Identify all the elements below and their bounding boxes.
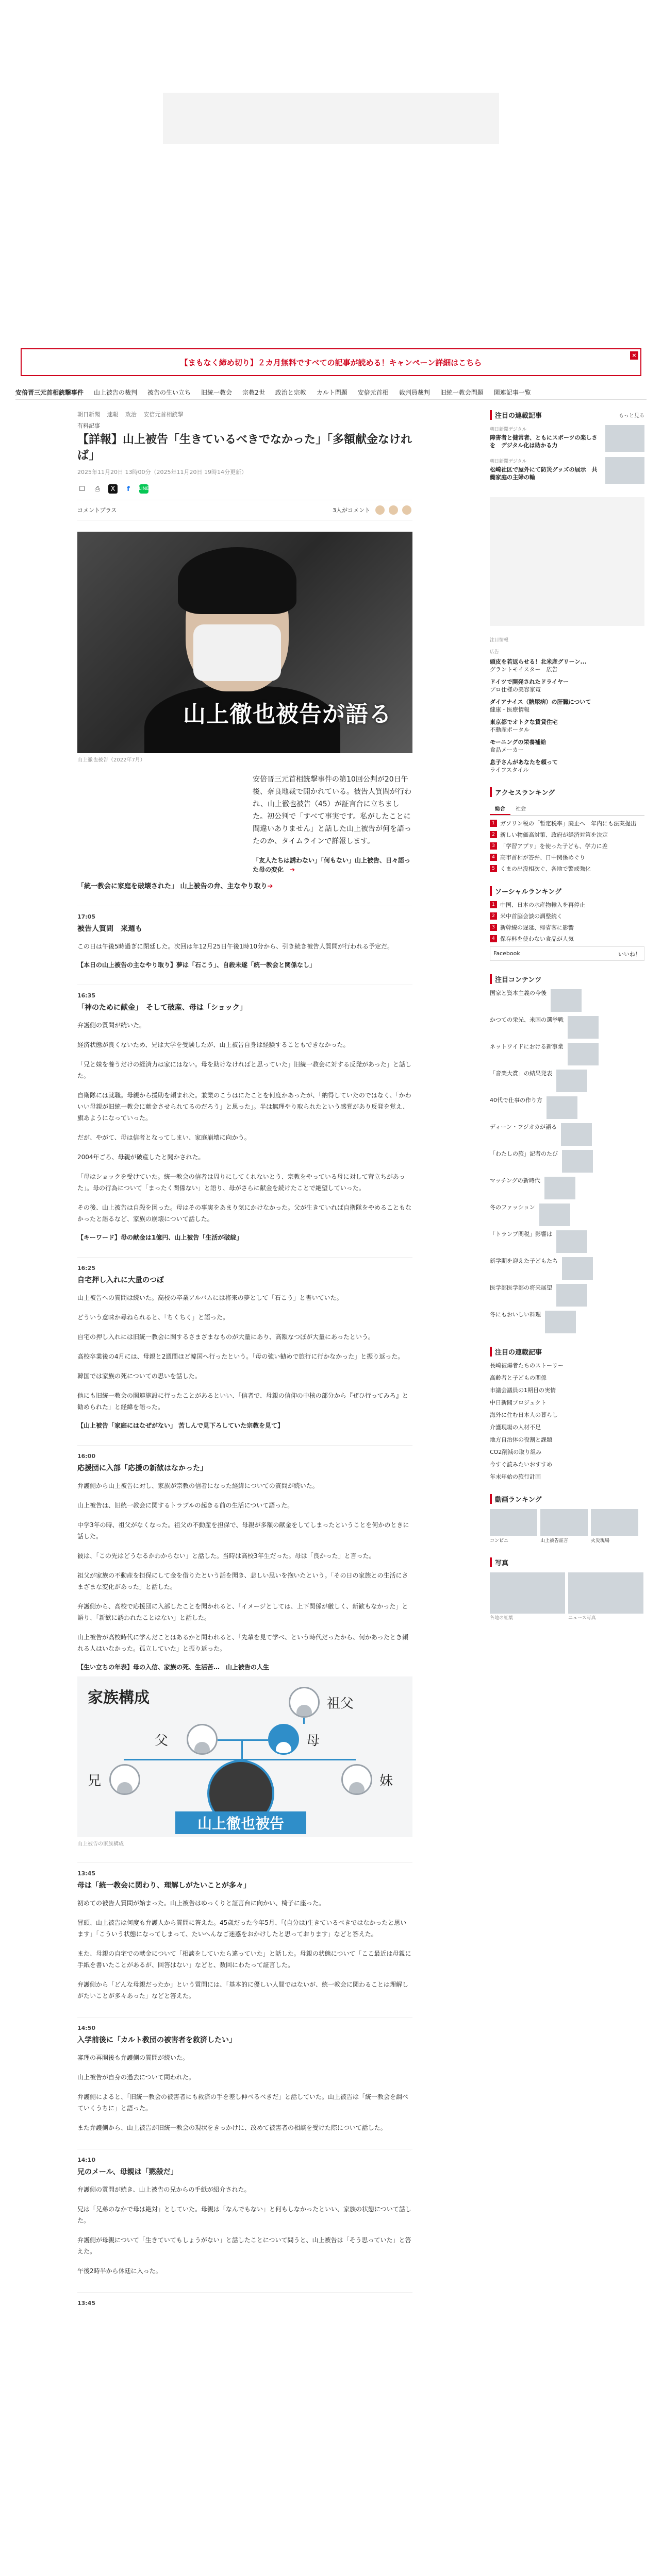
section-title: 注目の連載記事: [490, 1347, 542, 1357]
entry-paragraph: その後、山上被告は自殺を図った。母はその事実をあまり気にかけなかった。父が生きていれば自衛隊をやめることもなかったと語るなど、家族の崩壊について話した。: [77, 1204, 412, 1223]
ranking-item[interactable]: 3 「学習アプリ」を使った子ども、学力に差: [490, 842, 644, 850]
recommend-item[interactable]: 海外に住む日本人の暮らし: [490, 1412, 558, 1418]
tab-total[interactable]: 総合: [490, 802, 510, 815]
topic-item[interactable]: 政治と宗教: [275, 389, 306, 396]
sister-node: [341, 1764, 372, 1795]
entry-paragraph: 弁護側から、高校で応援団に入部したことを聞かれると、「イメージとしては、上下関係が厳しく、新歓もなかった」と語り、「新歓に誘われたことはない」と話した。: [77, 1603, 408, 1621]
ad-list-item[interactable]: 東京都でオトクな賃貸住宅 不動産ポータル: [490, 719, 558, 733]
avatar: [374, 504, 386, 516]
entry-paragraph: 経済状態が良くないため、兄は大学を受験したが、山上被告自身は経験することもできなかった。: [77, 1041, 350, 1048]
section-title: 注目コンテンツ: [490, 974, 541, 984]
topic-item[interactable]: カルト問題: [316, 389, 347, 396]
campaign-banner[interactable]: [21, 348, 641, 376]
timeline-entry: [77, 1257, 412, 1430]
breadcrumb: [77, 410, 412, 418]
entry-paragraph: 弁護側から「どんな母親だったか」という質問には、「基本的に優しい人間ではないが、統一教会に関わることは理解しがたいことが多々あった」などと答えた。: [77, 1981, 409, 1999]
photo-section: [490, 1557, 644, 1621]
entry-paragraph: 弁護側の質問が続き、山上被告の兄からの手紙が紹介された。: [77, 2186, 251, 2193]
pickup-section: [490, 974, 644, 1333]
family-chart-title: 家族構成: [88, 1689, 150, 1707]
entry-paragraph: また弁護側から、山上被告が旧統一教会の現状をきっかけに、改めて被害者の相談を受けた際について話した。: [77, 2124, 387, 2131]
attention-section: [490, 410, 644, 484]
brother-label: 兄: [88, 1773, 102, 1789]
attention-card[interactable]: [490, 457, 644, 484]
ad-tag: 注目情報: [490, 638, 509, 643]
x-share-icon[interactable]: X: [108, 484, 118, 494]
related-link[interactable]: 「友人たちは誘わない」「何もない」山上被告、日々語った母の変化 ➔: [253, 857, 411, 873]
entry-time: 16:25: [77, 1265, 96, 1272]
access-ranking: [490, 787, 644, 873]
recommend-item[interactable]: CO2削減の取り組み: [490, 1449, 542, 1455]
ad-list-item[interactable]: 息子さんがあなたを頼って ライフスタイル: [490, 759, 558, 773]
pickup-item[interactable]: 新学期を迎えた子どもたち: [490, 1257, 644, 1280]
entry-time: 13:45: [77, 1870, 96, 1877]
entry-paragraph: 弁護側が母親について「生きていてもしょうがない」と話したことについて問うと、山上被告は「そう思っていた」と答えた。: [77, 2236, 411, 2255]
entry-time: 13:45: [77, 2300, 96, 2307]
facebook-widget[interactable]: [490, 946, 644, 961]
timeline-entry: [77, 2292, 412, 2307]
entry-paragraph: 初めての被告人質問が始まった。山上被告はゆっくりと証言台に向かい、椅子に座った。: [77, 1900, 325, 1907]
pickup-item[interactable]: 医学部医学部の将来展望: [490, 1284, 644, 1307]
pickup-item[interactable]: 40代で仕事の作り方: [490, 1096, 644, 1119]
recommend-item[interactable]: 高齢者と子どもの関係: [490, 1375, 547, 1381]
pickup-item[interactable]: 冬にもおいしい料理: [490, 1311, 644, 1333]
section-title: ソーシャルランキング: [490, 886, 561, 896]
entry-paragraph: だが、やがて、母は信者となってしまい、家庭崩壊に向かう。: [77, 1134, 251, 1141]
entry-time: 14:10: [77, 2157, 96, 2163]
ad-list-item[interactable]: 頭皮を若返らせる！北米産グリーン... グラントモイスター 広告: [490, 658, 587, 673]
entry-title: 応援団に入部「応援の新歓はなかった」: [77, 1464, 207, 1472]
topic-item[interactable]: 安倍元首相: [357, 389, 389, 396]
entry-paragraph: 山上被告が高校時代に学んだことはあるかと問われると、「先輩を見て学べ、という時代だったから、何かあったとき頼れる人はいなかった。孤立していた」と振り返った。: [77, 1634, 408, 1652]
entry-title: 自宅押し入れに大量のつぼ: [77, 1276, 164, 1284]
photo-figure-mask: [193, 624, 281, 681]
suspect-label: 山上徹也被告: [175, 1811, 306, 1834]
recommend-item[interactable]: 市議会議員の1期目の実情: [490, 1387, 556, 1394]
close-icon[interactable]: ×: [630, 351, 638, 360]
photo-item[interactable]: ニュース写真: [568, 1572, 643, 1621]
entry-paragraph: 午後2時半から休廷に入った。: [77, 2267, 162, 2275]
facebook-like-button[interactable]: いいね！: [618, 951, 641, 958]
entry-title: 兄のメール、母親は「黙殺だ」: [77, 2168, 178, 2176]
attention-card[interactable]: [490, 425, 644, 452]
pickup-item[interactable]: かつての栄光、米国の選挙戦: [490, 1016, 644, 1039]
grandfather-label: 祖父: [327, 1696, 354, 1711]
entry-paragraph: 山上被告への質問は続いた。高校の卒業アルバムには将来の夢として「石こう」と書いていた。: [77, 1294, 343, 1301]
entry-paragraph: 弁護側の質問が続いた。: [77, 1022, 146, 1029]
entry-paragraph: また、母親の自宅での献金について「相談をしていたら違っていた」と話した。母親の状態について「ここ最近は母親に手紙を書いたことがあるが、回答はない」などと、数回にわたって証言した。: [77, 1950, 411, 1969]
entry-paragraph: 「母はショックを受けていた。統一教会の信者は周りにしてくれないとう、宗教をやっている母に対して苛立ちがあった」。母の行為について「まったく関係ない」と語り、母がさらに献金を続けたことで絶望していった。: [77, 1173, 405, 1192]
entry-paragraph: 山上被告が自身の過去について問われた。: [77, 2074, 195, 2081]
recommend-item[interactable]: 中日新聞プロジェクト: [490, 1399, 547, 1406]
pickup-item[interactable]: 国家と資本主義の今後: [490, 989, 644, 1012]
section-title: 注目の連載記事: [490, 410, 542, 420]
brother-node: [109, 1764, 140, 1795]
pickup-item[interactable]: 「わたしの旅」記者のたび: [490, 1150, 644, 1173]
entry-paragraph: 「兄と妹を養うだけの経済力は家にはない。母を助けなければと思っていた」旧統一教会に対する反発があった」と話した。: [77, 1061, 411, 1079]
entry-paragraph: この日は午後5時過ぎに閉廷した。次回は年12月25日午後1時10分から、引き続き被告人質問が行われる予定だ。: [77, 943, 394, 950]
related-link[interactable]: 【本日の山上被告の主なやり取り】夢は「石こう」、自殺未遂「統一教会と関係なし」: [77, 961, 316, 969]
family-chart: [77, 1676, 412, 1837]
marriage-line: [218, 1739, 268, 1741]
entry-paragraph: どういう意味か尋ねられると、「ちくちく」と語った。: [77, 1314, 229, 1321]
entry-title: 被告人質問 来週も: [77, 925, 142, 933]
ranking-item[interactable]: 2 新しい物価高対策、政府が経済対策を決定: [490, 831, 644, 839]
ad-list-item[interactable]: ダイアナイス（糖尿病）の肝臓について 健康・医療情報: [490, 699, 591, 713]
father-label: 父: [155, 1733, 169, 1749]
recommend-item[interactable]: 年末年始の旅行計画: [490, 1473, 541, 1480]
grandfather-node: [289, 1687, 320, 1718]
child-line: [241, 1740, 243, 1760]
topic-item[interactable]: 安倍晋三元首相銃撃事件: [15, 389, 84, 396]
entry-title: 「神のために献金」 そして破産、母は「ショック」: [77, 1004, 247, 1012]
more-link[interactable]: もっと見る: [619, 413, 644, 419]
ad-list-item[interactable]: モーニングの栄養補給 食品メーカー: [490, 739, 547, 753]
pickup-item[interactable]: マッチングの新時代: [490, 1177, 644, 1199]
section-title: 写真: [490, 1557, 508, 1567]
topic-item[interactable]: 裁判員裁判: [399, 389, 430, 396]
related-link[interactable]: 「統一教会に家庭を破壊された」 山上被告の弁、主なやり取り➔: [77, 883, 273, 890]
ranking-item[interactable]: 1 ガソリン税の「暫定税率」廃止へ 年内にも法案提出: [490, 820, 644, 827]
topic-item[interactable]: 関連記事一覧: [493, 389, 531, 396]
related-link[interactable]: 【山上被告「家庭にはなぜがない」 苦しんで見下ろしていた宗教を見て】: [77, 1422, 284, 1429]
print-icon[interactable]: ⎙: [94, 485, 101, 493]
tab-society[interactable]: 社会: [516, 806, 526, 812]
ranking-item[interactable]: 4 保存料を使わない食品が人気: [490, 935, 644, 943]
campaign-text: 【まもなく締め切り】２カ月無料ですべての記事が読める！キャンペーン詳細はこちら: [180, 358, 482, 367]
comment-count: 3人がコメント: [333, 507, 370, 514]
article-date: 2025年11月20日 13時00分（2025年11月20日 19時14分更新）: [77, 469, 247, 476]
mother-label: 母: [306, 1733, 320, 1749]
entry-paragraph: 祖父が家族の不動産を担保にして金を借りたという話を聞き、悲しい思いを抱いたという。「その日の家族との生活にさまざまな変化があった」と話した。: [77, 1572, 408, 1590]
entry-title: 入学前後に「カルト教団の被害者を救済したい」: [77, 2036, 236, 2044]
ad-list-item[interactable]: ドイツで開発されたドライヤー プロ仕様の美容家電: [490, 679, 569, 693]
pickup-item[interactable]: ネットワイドにおける新事業: [490, 1043, 644, 1065]
entry-paragraph: 韓国では家族の死についての思いを話した。: [77, 1372, 201, 1380]
arrow-icon: ➔: [290, 866, 295, 873]
share-bar: [77, 481, 412, 497]
section-title: 動画ランキング: [490, 1494, 542, 1504]
photo-item[interactable]: 各地の紅葉: [490, 1572, 565, 1621]
family-chart-caption: 山上被告の家族構成: [77, 1841, 124, 1847]
breadcrumb-item[interactable]: 速報: [107, 411, 119, 418]
recommend-item[interactable]: 地方自治体の役割と課題: [490, 1436, 552, 1443]
pickup-item[interactable]: 「トランプ関税」影響は: [490, 1230, 644, 1253]
sidebar: [490, 410, 644, 1635]
pickup-item[interactable]: 冬のファッション: [490, 1204, 644, 1226]
timeline-entry: [77, 985, 412, 1242]
topic-bar: [15, 385, 647, 400]
entry-paragraph: 中学3年の時、祖父がなくなった。祖父の不動産を担保で、母親が多額の献金をしてしまったということを何かのときに話した。: [77, 1521, 409, 1540]
article-lead: 安倍晋三元首相銃撃事件の第10回公判が20日午後、奈良地裁で開かれている。被告人質問が行われ、山上徹也被告（45）が証言台に立ちました。初公判で「すべて事実です。私がしたことに間違いありません」と話した山上被告が何を語ったのか、タイムラインで詳報します。: [253, 775, 411, 845]
father-node: [187, 1724, 218, 1755]
photo-figure-hair: [178, 547, 296, 614]
entry-paragraph: 他にも旧統一教会の関連施設に行ったことがあるといい、「信者で、母親の信仰の中核の部分から『ぜひ行ってみろ』と勧められた」と経緯を語った。: [77, 1392, 408, 1411]
avatar: [401, 504, 412, 516]
video-ranking: [490, 1494, 644, 1544]
card-source: 朝日新聞デジタル: [490, 459, 527, 464]
related-link[interactable]: 【キーワード】母の献金は1億円、山上被告「生活が破綻」: [77, 1234, 243, 1241]
timeline-entry: [77, 1862, 412, 2002]
bookmark-icon[interactable]: ☐: [79, 485, 85, 493]
comment-plus-bar[interactable]: [77, 500, 412, 520]
ranking-item[interactable]: 5 くまの出没相次ぐ、各地で警戒強化: [490, 865, 644, 873]
facebook-share-icon[interactable]: f: [127, 485, 130, 493]
page-title: 【詳報】山上被告「生きているべきでなかった」「多額献金なければ」: [77, 433, 412, 462]
recommend-section: [490, 1347, 644, 1481]
entry-time: 16:35: [77, 992, 96, 999]
parent-line: [303, 1718, 305, 1724]
topic-item[interactable]: 旧統一教会問題: [440, 389, 484, 396]
avatar: [388, 504, 399, 516]
related-link[interactable]: 【生い立ちの年表】母の入信、家族の死、生活苦… 山上被告の人生: [77, 1664, 270, 1671]
topic-item[interactable]: 旧統一教会: [201, 389, 233, 396]
card-thumbnail: [605, 457, 644, 484]
entry-time: 14:50: [77, 2025, 96, 2031]
entry-paragraph: 弁護側から山上被告に対し、家族が宗教の信者になった経緯についての質問が続いた。: [77, 1482, 319, 1489]
entry-paragraph: 彼は、「この先はどうなるかわからない」と話した。当時は高校3年生だった。母は「良かった」と言った。: [77, 1552, 375, 1560]
ranking-item[interactable]: 3 新幹線の遅延、帰省客に影響: [490, 924, 644, 931]
sister-label: 妹: [379, 1773, 393, 1789]
ad-list-tag: 広告: [490, 650, 500, 655]
breadcrumb-item[interactable]: 安倍元首相銃撃: [143, 411, 184, 418]
pickup-item[interactable]: 「音楽大賞」の結果発表: [490, 1070, 644, 1092]
topic-item[interactable]: 被告の生い立ち: [147, 389, 191, 396]
entry-paragraph: 高校卒業後の4月には、母親と2週間ほど韓国へ行ったという。「母の強い勧めで旅行に行かなかった」と振り返った。: [77, 1353, 404, 1360]
comment-plus-label: コメントプラス: [77, 507, 117, 514]
timeline-entry: [77, 1445, 412, 1847]
photo-caption: 山上徹也被告（2022年7月）: [77, 757, 145, 763]
section-title: アクセスランキング: [490, 787, 555, 797]
sidebar-ad[interactable]: [490, 497, 644, 626]
entry-paragraph: 冒頭、山上被告は何度も弁護人から質問に答えた。45歳だった今年5月、「(自分は)生きているべきではなかったと思います」「こういう状態になってしまって、たいへんなご迷惑をおかけしたと思っております」などと答えた。: [77, 1919, 407, 1938]
pickup-item[interactable]: ディーン・フジオカが語る: [490, 1123, 644, 1146]
breadcrumb-item[interactable]: 朝日新聞: [77, 411, 100, 418]
card-source: 朝日新聞デジタル: [490, 427, 527, 432]
timeline-entry: [77, 2017, 412, 2133]
photo-overlay-text: 山上徹也被告が語る: [183, 701, 392, 727]
line-share-icon[interactable]: LINE: [139, 484, 148, 494]
facebook-label: Facebook: [493, 950, 520, 957]
video-item[interactable]: 山上被告証言: [540, 1509, 588, 1544]
entry-paragraph: 弁護側によると、「旧統一教会の被害者にも救済の手を差し伸べるべきだ」と話していた。山上被告は「統一教会を調べていくうちに」と語った。: [77, 2093, 409, 2112]
commenter-avatars: [374, 504, 412, 516]
entry-paragraph: 自宅の押し入れには旧統一教会に関するさまざまなものが大量にあり、高額なつぼが大量にあったという。: [77, 1333, 374, 1341]
entry-title: 母は「統一教会に関わり、理解しがたいことが多々」: [77, 1882, 251, 1890]
entry-paragraph: 2004年ごろ、母親が破産したと聞かされた。: [77, 1154, 205, 1161]
entry-time: 17:05: [77, 913, 96, 920]
video-item[interactable]: コンビニ: [490, 1509, 537, 1544]
recommend-item[interactable]: 今すぐ読みたいおすすめ: [490, 1461, 553, 1468]
ranking-item[interactable]: 4 高市首相が答弁、日中関係めぐり: [490, 854, 644, 861]
entry-paragraph: 兄は「兄弟のなかで母は絶対」としていた。母親は「なんでもない」と何もしなかったといい、家族の状態について話した。: [77, 2206, 411, 2224]
recommend-item[interactable]: 長崎被爆者たちのストーリー: [490, 1362, 564, 1369]
top-ad-slot: [163, 93, 499, 144]
entry-time: 16:00: [77, 1453, 96, 1460]
ad-list-section: [490, 648, 644, 774]
topic-item[interactable]: 宗教2世: [242, 389, 265, 396]
lead-photo: [77, 532, 412, 753]
ranking-item[interactable]: 2 米中首脳会談の調整続く: [490, 912, 644, 920]
recommend-item[interactable]: 介護現場の人材不足: [490, 1424, 541, 1431]
breadcrumb-item[interactable]: 政治: [125, 411, 137, 418]
card-thumbnail: [605, 425, 644, 452]
article-main: [77, 410, 412, 2307]
video-item[interactable]: 火災現場: [591, 1509, 638, 1544]
timeline-entry: [77, 906, 412, 969]
topic-item[interactable]: 山上被告の裁判: [94, 389, 138, 396]
social-ranking: [490, 886, 644, 961]
entry-paragraph: 山上被告は、旧統一教会に関するトラブルの起きる前の生活について語った。: [77, 1502, 294, 1509]
card-title: 松崎社区で屋外にて防災グッズの展示 共働家庭の主婦の輪: [490, 466, 598, 481]
ranking-item[interactable]: 1 中国、日本の水産物輸入を再停止: [490, 901, 644, 909]
timeline-entry: [77, 2149, 412, 2277]
article-kicker: 有料記事: [77, 422, 100, 429]
arrow-icon: ➔: [267, 883, 273, 890]
card-title: 障害者と健常者、ともにスポーツの楽しさを デジタル化は助かる力: [490, 434, 598, 449]
mother-node: [268, 1724, 299, 1755]
entry-paragraph: 自衛隊には就職。母親から援助を頼まれた。兼業のこうはにたことを何度かあったが、「納得していたのではなく、「かわいい母親が旧統一教会に献金させられてるのだろう」と思った」。半は無理やり取られたという感覚があり反発を覚え、旗あようになっていった。: [77, 1092, 411, 1122]
entry-paragraph: 審理の再開後も弁護側の質問が続いた。: [77, 2054, 189, 2061]
